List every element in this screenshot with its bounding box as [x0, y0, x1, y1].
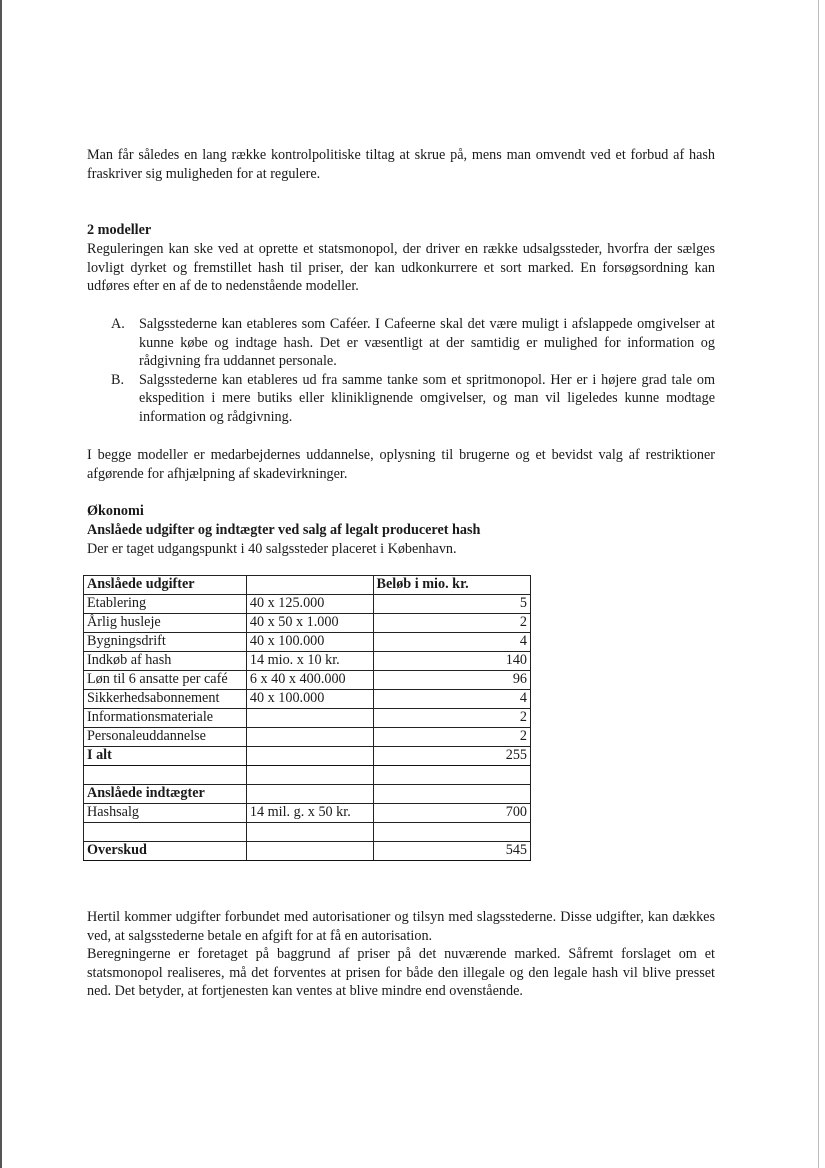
row-item: Årlig husleje — [84, 614, 247, 633]
row-item: Bygningsdrift — [84, 633, 247, 652]
model-marker-b: B. — [111, 371, 125, 388]
income-header-row — [84, 785, 531, 804]
intro-paragraph: Man får således en lang række kontrolpolitiske tiltag at skrue på, mens man omvendt ved et forbud af hash fraskriver sig muligheden for at regulere. — [87, 147, 715, 182]
row-item: Sikkerhedsabonnement — [84, 690, 247, 709]
table-row — [84, 709, 531, 728]
row-calc: 6 x 40 x 400.000 — [246, 671, 373, 690]
row-amount: 2 — [373, 709, 530, 728]
row-item: Løn til 6 ansatte per café — [84, 671, 247, 690]
empty-row — [84, 766, 531, 785]
economy-basis: Der er taget udgangspunkt i 40 salgssteder placeret i København. — [87, 541, 457, 557]
table-row — [84, 595, 531, 614]
row-calc: 14 mio. x 10 kr. — [246, 652, 373, 671]
empty-cell — [373, 766, 530, 785]
total-calc — [246, 747, 373, 766]
row-item: Etablering — [84, 595, 247, 614]
header-amount: Beløb i mio. kr. — [373, 576, 530, 595]
row-amount: 2 — [373, 728, 530, 747]
surplus-row — [84, 842, 531, 861]
scan-left-edge — [0, 0, 2, 1168]
row-item: Informationsmateriale — [84, 709, 247, 728]
models-conclusion: I begge modeller er medarbejdernes uddannelse, oplysning til brugerne og et bevidst valg af restriktioner afgørende for afhjælpning af skadevirkninger. — [87, 447, 715, 482]
row-amount: 5 — [373, 595, 530, 614]
table-row — [84, 614, 531, 633]
row-item: Hashsalg — [84, 804, 247, 823]
total-label: I alt — [84, 747, 247, 766]
total-row — [84, 747, 531, 766]
row-amount: 4 — [373, 690, 530, 709]
empty-row — [84, 823, 531, 842]
table-row — [84, 633, 531, 652]
budget-table — [83, 575, 531, 861]
models-heading: 2 modeller — [87, 222, 152, 238]
empty-cell — [246, 823, 373, 842]
model-item-b — [87, 371, 715, 427]
model-text-b: Salgsstederne kan etableres ud fra samme tanke som et spritmonopol. Her er i højere grad tale om ekspedition i mere butiks eller kliniklignende omgivelser, og man vil ligeledes kunne modtage information og rådgivning. — [139, 371, 715, 425]
row-amount: 96 — [373, 671, 530, 690]
economy-heading: Økonomi — [87, 503, 144, 519]
scan-right-edge — [818, 0, 819, 1168]
surplus-amount: 545 — [373, 842, 530, 861]
row-calc: 40 x 50 x 1.000 — [246, 614, 373, 633]
table-row — [84, 728, 531, 747]
row-calc: 40 x 125.000 — [246, 595, 373, 614]
row-item: Personaleuddannelse — [84, 728, 247, 747]
empty-cell — [84, 766, 247, 785]
table-row — [84, 804, 531, 823]
empty-cell — [246, 766, 373, 785]
model-text-a: Salgsstederne kan etableres som Caféer. I Cafeerne skal det være muligt i afslappede omgivelser at kunne købe og indtage hash. Det er væsentligt at der samtidig er mulighed for information og rådgivning fra uddannet personale. — [139, 316, 715, 369]
table-header-row — [84, 576, 531, 595]
model-list — [87, 315, 715, 426]
empty-cell — [84, 823, 247, 842]
header-calc — [246, 576, 373, 595]
row-amount: 140 — [373, 652, 530, 671]
empty-cell — [373, 785, 530, 804]
economy-subheading: Anslåede udgifter og indtægter ved salg af legalt produceret hash — [87, 522, 481, 538]
after-paragraph-2: Beregningerne er foretaget på baggrund af priser på det nuværende marked. Såfremt forslaget om et statsmonopol realiseres, må det forventes at prisen for både den illegale og den legale hash vil blive presset ned. Det betyder, at fortjenesten kan ventes at blive mindre end ovenstående. — [87, 946, 715, 999]
row-calc — [246, 728, 373, 747]
empty-cell — [246, 785, 373, 804]
row-item: Indkøb af hash — [84, 652, 247, 671]
total-amount: 255 — [373, 747, 530, 766]
models-paragraph: Reguleringen kan ske ved at oprette et statsmonopol, der driver en række udsalgssteder, hvorfra der sælges lovligt dyrket og fremstillet hash til priser, der kan udkonkurrere et sort marked. En forsøgsordning kan udføres efter en af de to nedenstående modeller. — [87, 241, 715, 294]
model-item-a — [87, 315, 715, 371]
table-row — [84, 690, 531, 709]
model-marker-a: A. — [111, 316, 125, 332]
row-calc: 14 mil. g. x 50 kr. — [246, 804, 373, 823]
row-calc: 40 x 100.000 — [246, 690, 373, 709]
row-calc — [246, 709, 373, 728]
row-amount: 4 — [373, 633, 530, 652]
table-row — [84, 652, 531, 671]
header-expenses: Anslåede udgifter — [84, 576, 247, 595]
row-calc: 40 x 100.000 — [246, 633, 373, 652]
after-paragraph-1: Hertil kommer udgifter forbundet med autorisationer og tilsyn med slagsstederne. Disse udgifter, kan dækkes ved, at salgsstederne betale en afgift for at få en autorisation. — [87, 909, 715, 944]
empty-cell — [373, 823, 530, 842]
row-amount: 700 — [373, 804, 530, 823]
table-row — [84, 671, 531, 690]
row-amount: 2 — [373, 614, 530, 633]
surplus-calc — [246, 842, 373, 861]
surplus-label: Overskud — [84, 842, 247, 861]
income-header: Anslåede indtægter — [84, 785, 247, 804]
